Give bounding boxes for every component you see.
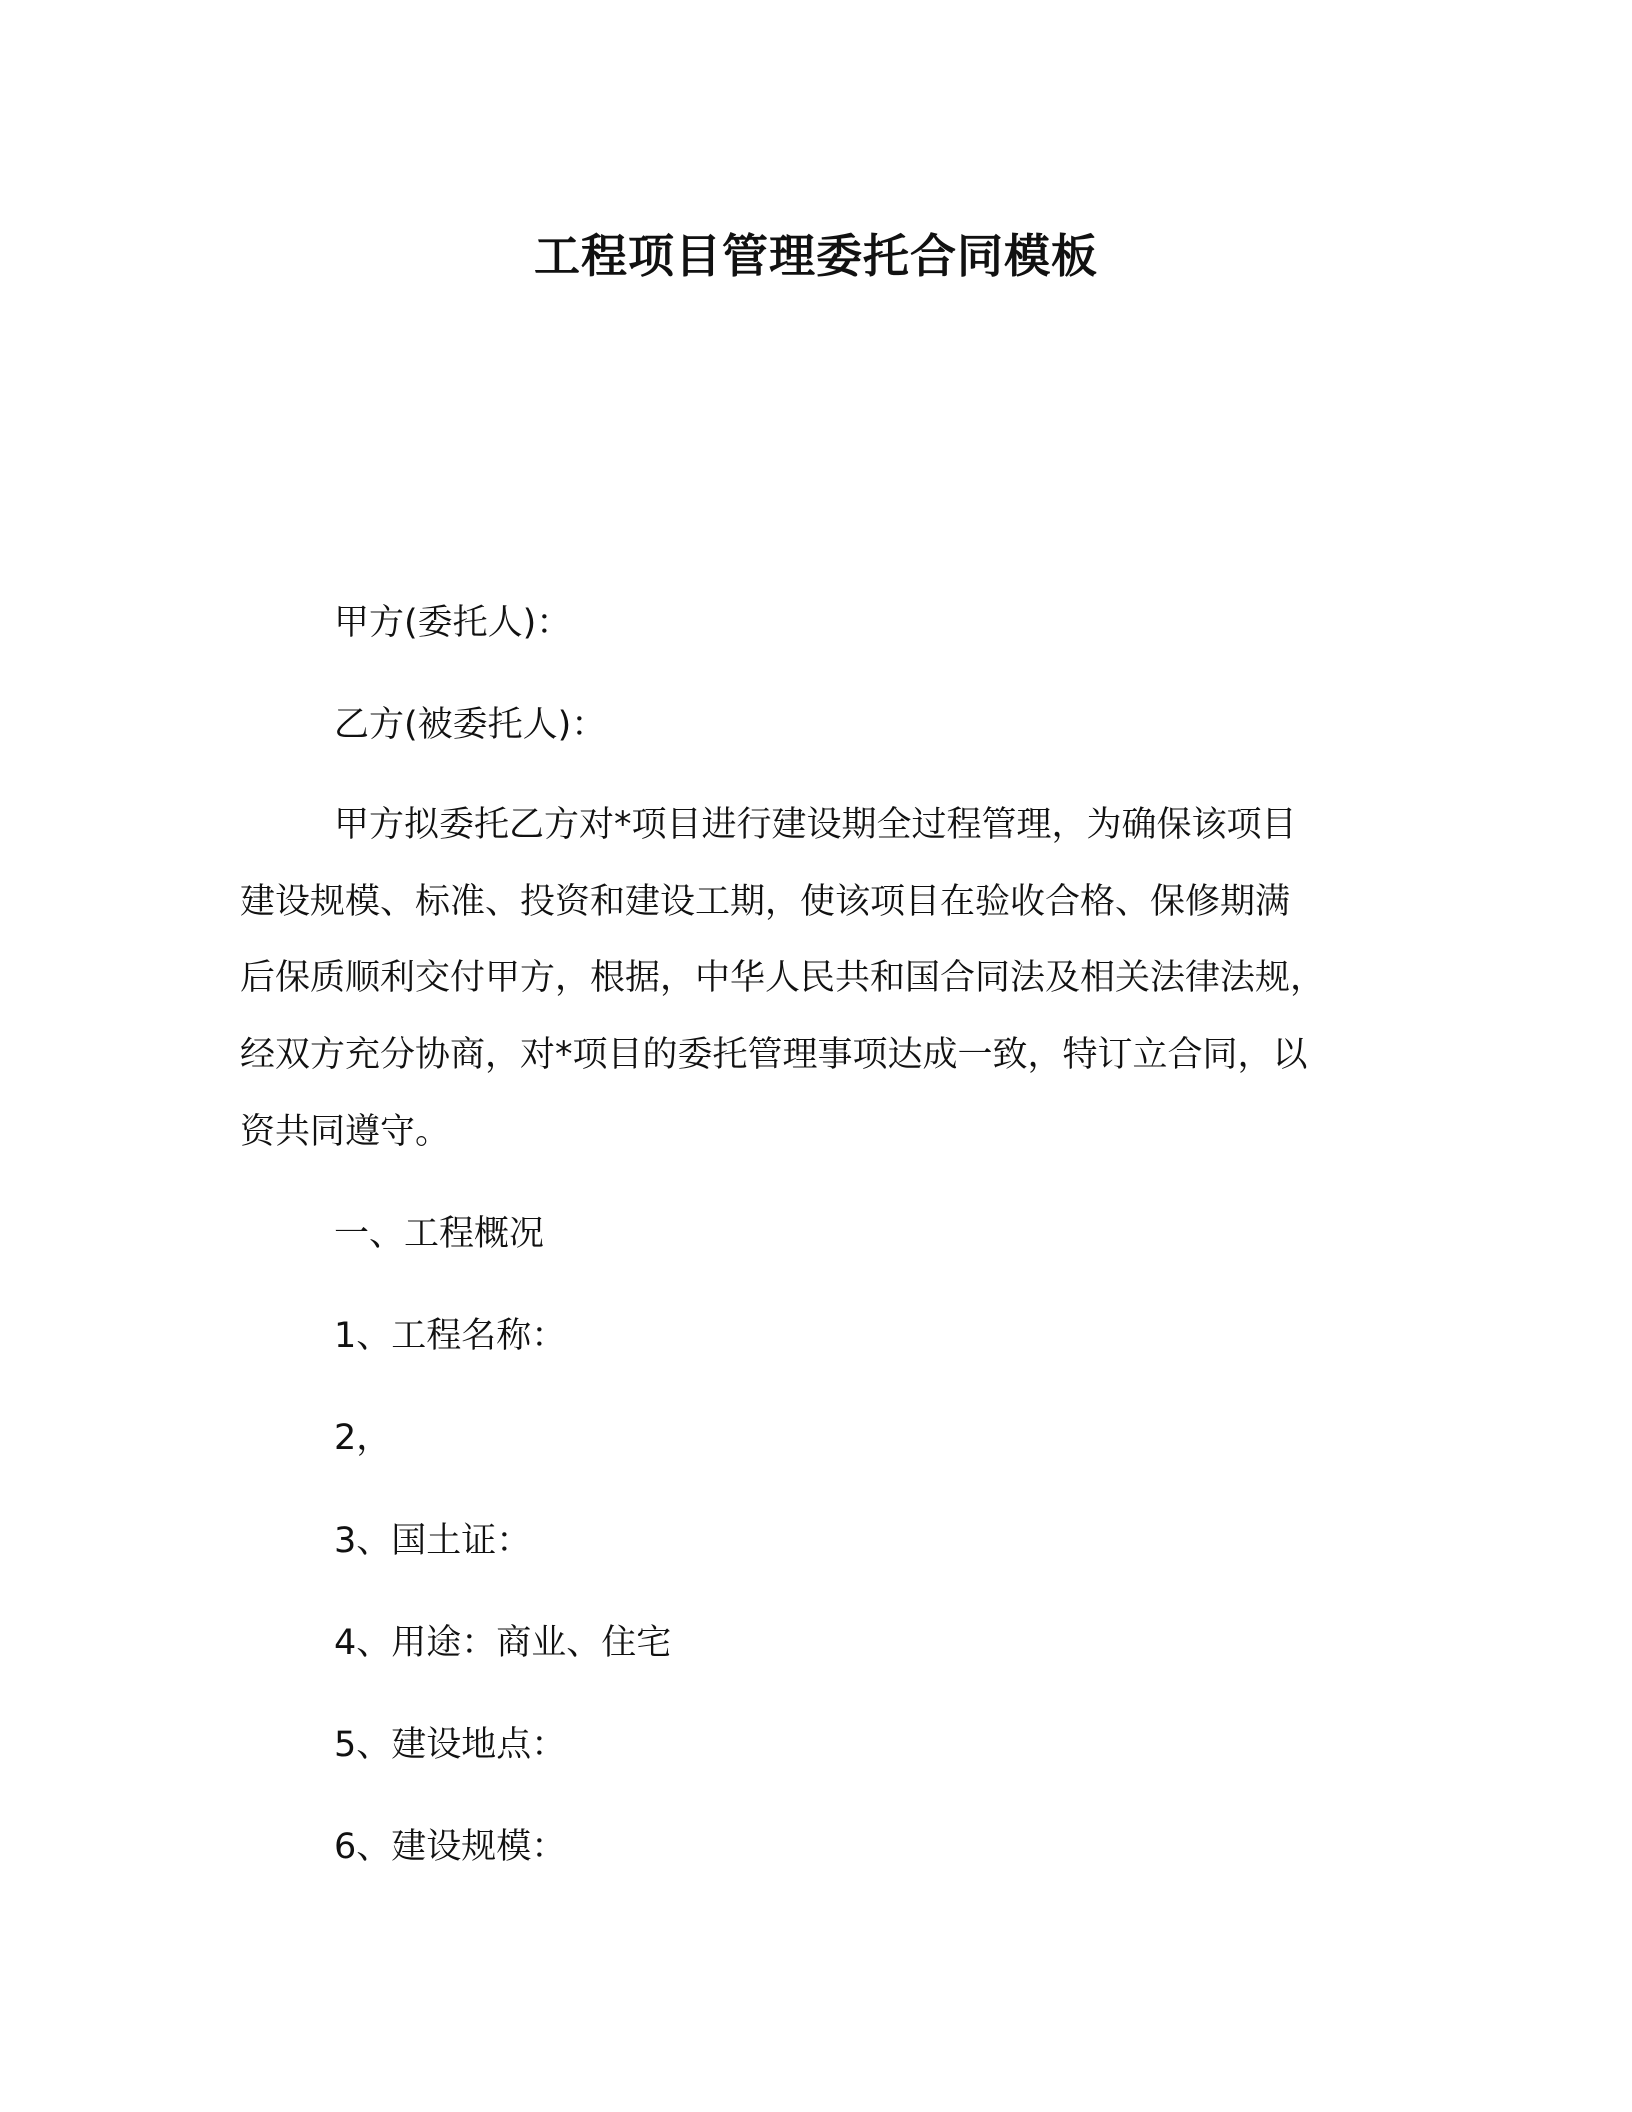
list-item: 5、建设地点： [334, 1725, 567, 1765]
party-a-line: 甲方(委托人)： [334, 603, 572, 643]
list-item: 4、用途：商业、住宅 [334, 1623, 672, 1663]
preamble-line-4: 经双方充分协商，对*项目的委托管理事项达成一致，特订立合同，以 [240, 1035, 1308, 1075]
preamble-line-1: 甲方拟委托乙方对*项目进行建设期全过程管理，为确保该项目 [334, 805, 1297, 845]
party-b-line: 乙方(被委托人)： [334, 705, 607, 745]
document-title: 工程项目管理委托合同模板 [534, 229, 1098, 283]
list-item: 6、建设规模： [334, 1827, 567, 1867]
preamble-line-3: 后保质顺利交付甲方，根据，中华人民共和国合同法及相关法律法规， [240, 958, 1326, 998]
list-item: 1、工程名称： [334, 1316, 567, 1356]
list-item: 3、国土证： [334, 1521, 532, 1561]
preamble-line-2: 建设规模、标准、投资和建设工期，使该项目在验收合格、保修期满 [240, 882, 1291, 922]
preamble-line-5: 资共同遵守。 [240, 1112, 451, 1152]
list-item: 2， [334, 1418, 392, 1458]
section-heading-project-overview: 一、工程概况 [334, 1214, 545, 1254]
